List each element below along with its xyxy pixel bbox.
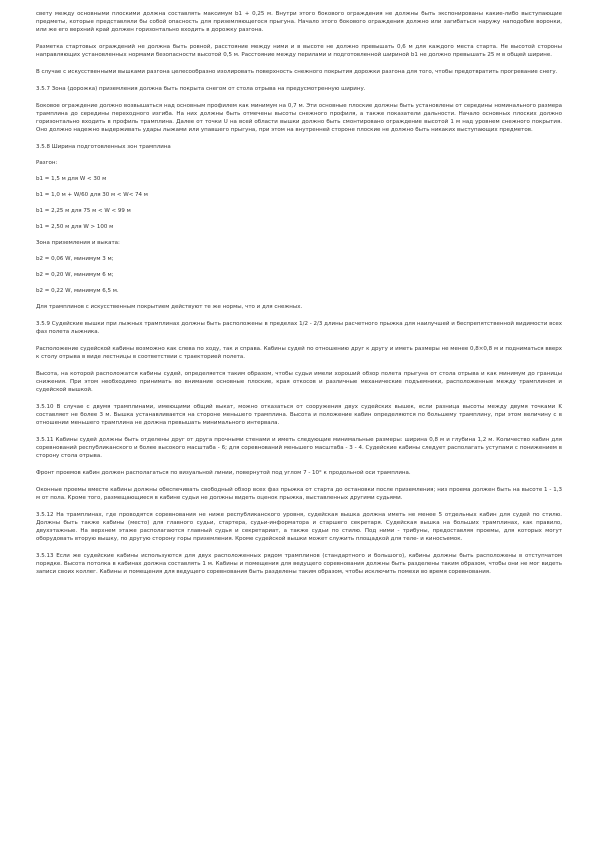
document-page: [36, 10, 562, 585]
paragraph-3-5-10: 3.5.10 В случае с двумя трамплинами, имеющими общий выкат, можно отказаться от сооружения двух судейских вышек, если разница высоты между двумя точками K составляет не более 3 м. Вышка устанавливается на стороне меньшего трамплина. Высота и положение кабин определяются по большему трамплину, при этом величину с в отношении меньшего трамплина не должна превышать минимального интервала.: [36, 404, 562, 426]
paragraph-front-proemov: Фронт проемов кабин должен располагаться по визуальной линии, повернутой под углом 7 - 10° к продольной оси трамплина.: [36, 470, 411, 476]
paragraph-bokovoe-ograzhdenie-cont: свету между основными плоскими должна составлять максимум b1 + 0,25 м. Внутри этого бокового ограждения не должны быть экспонированы какие-либо выступающие предметы, которые представляли бы собой опасность для приземляющегося прыгуна. Начало этого бокового ограждения должно или загибаться наружу наподобие воронки, или же его верхний край должен горизонтально входить в дорожку разгона.: [36, 11, 562, 33]
paragraph-3-5-13: 3.5.13 Если же судейские кабины используются для двух расположенных рядом трамплинов (стандартного и большого), кабины должны быть расположены в отступчатом порядке. Высота потолка в кабинах должна составлять 1 м. Кабины и помещения для ведущего соревнования должны быть разделены таким образом, чтобы они не мог видеть записи своих коллег. Кабины и помещения для ведущего соревнования быть разделены таким образом, чтобы исключить помехи во время соревнования.: [36, 553, 562, 575]
formula-b1-2: b1 = 1,0 м + W/60 для 30 м < W< 74 м: [36, 192, 148, 198]
paragraph-raspolozhenie-kabiny: Расположение судейской кабины возможно как слева по ходу, так и справа. Кабины судей по отношению друг к другу и иметь размеры не менее 0,8×0,8 м и подниматься вверх к столу отрыва в виде лестницы в соответствии с траекторией полета.: [36, 346, 562, 360]
formula-b1-4: b1 = 2,50 м для W > 100 м: [36, 224, 114, 230]
section-heading-3-5-8: 3.5.8 Ширина подготовленных зон трамплина: [36, 144, 171, 150]
label-razgon: Разгон:: [36, 160, 58, 166]
formula-b1-3: b1 = 2,25 м для 75 м < W < 99 м: [36, 208, 131, 214]
paragraph-3-5-12: 3.5.12 На трамплинах, где проводятся соревнования не ниже республиканского уровня, судейская вышка должна иметь не менее 5 отдельных кабин для судей по стилю. Должны быть также кабины (место) для главного судьи, стартера, судьи-информатора и старшего секретаря. Судейская вышка на больших трамплинах, как правило, двухэтажные. На верхнем этаже располагаются главный судья и секретариат, а также судьи по стилю. Под ними - трибуны, предоставляя проемы, для которых могут оборудовать вторую вышку, по другую сторону горы приземления. Кроме судейской вышки может служить площадкой для теле- и киносъемок.: [36, 512, 562, 542]
paragraph-okonnye-proemy: Оконные проемы вместе кабины должны обеспечивать свободный обзор всех фаз прыжка от старта до остановки после приземления; низ проема должен быть на высоте 1 - 1,3 м от пола. Кроме того, размещающиеся в кабине судьи не должны видеть оценок прыжка, выставленных другими судьями.: [36, 487, 562, 501]
label-zona-prizemleniya: Зона приземления и выката:: [36, 240, 120, 246]
paragraph-3-5-9: 3.5.9 Судейские вышки при лыжных трамплинах должны быть расположены в пределах 1/2 - 2/3 длины расчетного прыжка для наилучшей и беспрепятственной видимости всех фаз полета лыжника.: [36, 321, 562, 335]
formula-b2-3: b2 = 0,22 W, минимум 6,5 м.: [36, 288, 119, 294]
paragraph-vysota-kabin: Высота, на которой расположатся кабины судей, определяется таким образом, чтобы судьи имели хороший обзор полета прыгуна от стола отрыва и как минимум до границы снижения. При этом необходимо принимать во внимание основные плоские, края откосов и различные механические подъемники, расположенные между трамплином и судейской вышкой.: [36, 371, 562, 393]
paragraph-3-5-7: 3.5.7 Зона (дорожка) приземления должна быть покрыта снегом от стола отрыва на предусмотренную ширину.: [36, 86, 366, 92]
paragraph-iskusstvennye-vyshki: В случае с искусственными вышками разгона целесообразно изолировать поверхность снежного покрытия дорожки разгона для того, чтобы предотвратить прогревание снегу.: [36, 69, 558, 75]
paragraph-iskusstvennoe-pokrytie: Для трамплинов с искусственным покрытием действуют те же нормы, что и для снежных.: [36, 304, 303, 310]
paragraph-3-5-11: 3.5.11 Кабины судей должны быть отделены друг от друга прочными стенами и иметь следующие минимальные размеры: ширина 0,8 м и глубина 1,2 м. Количество кабин для соревнований республиканского и более высокого масштаба - 6; для соревнований меньшего масштаба - 3 - 4. Судейские кабины следует располагать уступами с понижением в сторону стола отрыва.: [36, 437, 562, 459]
formula-b2-1: b2 = 0,06 W, минимум 3 м;: [36, 256, 114, 262]
formula-b1-1: b1 = 1,5 м для W < 30 м: [36, 176, 107, 182]
formula-b2-2: b2 = 0,20 W, минимум 6 м;: [36, 272, 114, 278]
paragraph-bokovoe-ograzhdenie: Боковое ограждение должно возвышаться над основным профилем как минимум на 0,7 м. Эти основные плоские должны быть установлены от середины номинального размера трамплина до середины переходного изгиба. На них должны быть отмечены высоты снежного профиля, а также показатели дальности. Начало основных плоских должно горизонтально входить в профиль трамплина. Далее от точки U на всей области вышки должно быть смонтировано ограждение высотой 1 м над уровнем снежного покрытия. Оно должно надежно выдерживать удары лыжами или упавшего прыгуна, при этом на внутренней стороне плоские не должно быть никаких выступающих предметов.: [36, 103, 562, 133]
paragraph-razmetka-startovyh: Разметка стартовых ограждений не должна быть ровной, расстояние между ними и в высоте не должно превышать 0,6 м для каждого места старта. Не высотой стороны направляющих установленных нормами безопасности высотой 0,5 м. Расстояние между перилами и подготовленной шириной b1 не должно превышать 25 м в общей ширине.: [36, 44, 562, 58]
